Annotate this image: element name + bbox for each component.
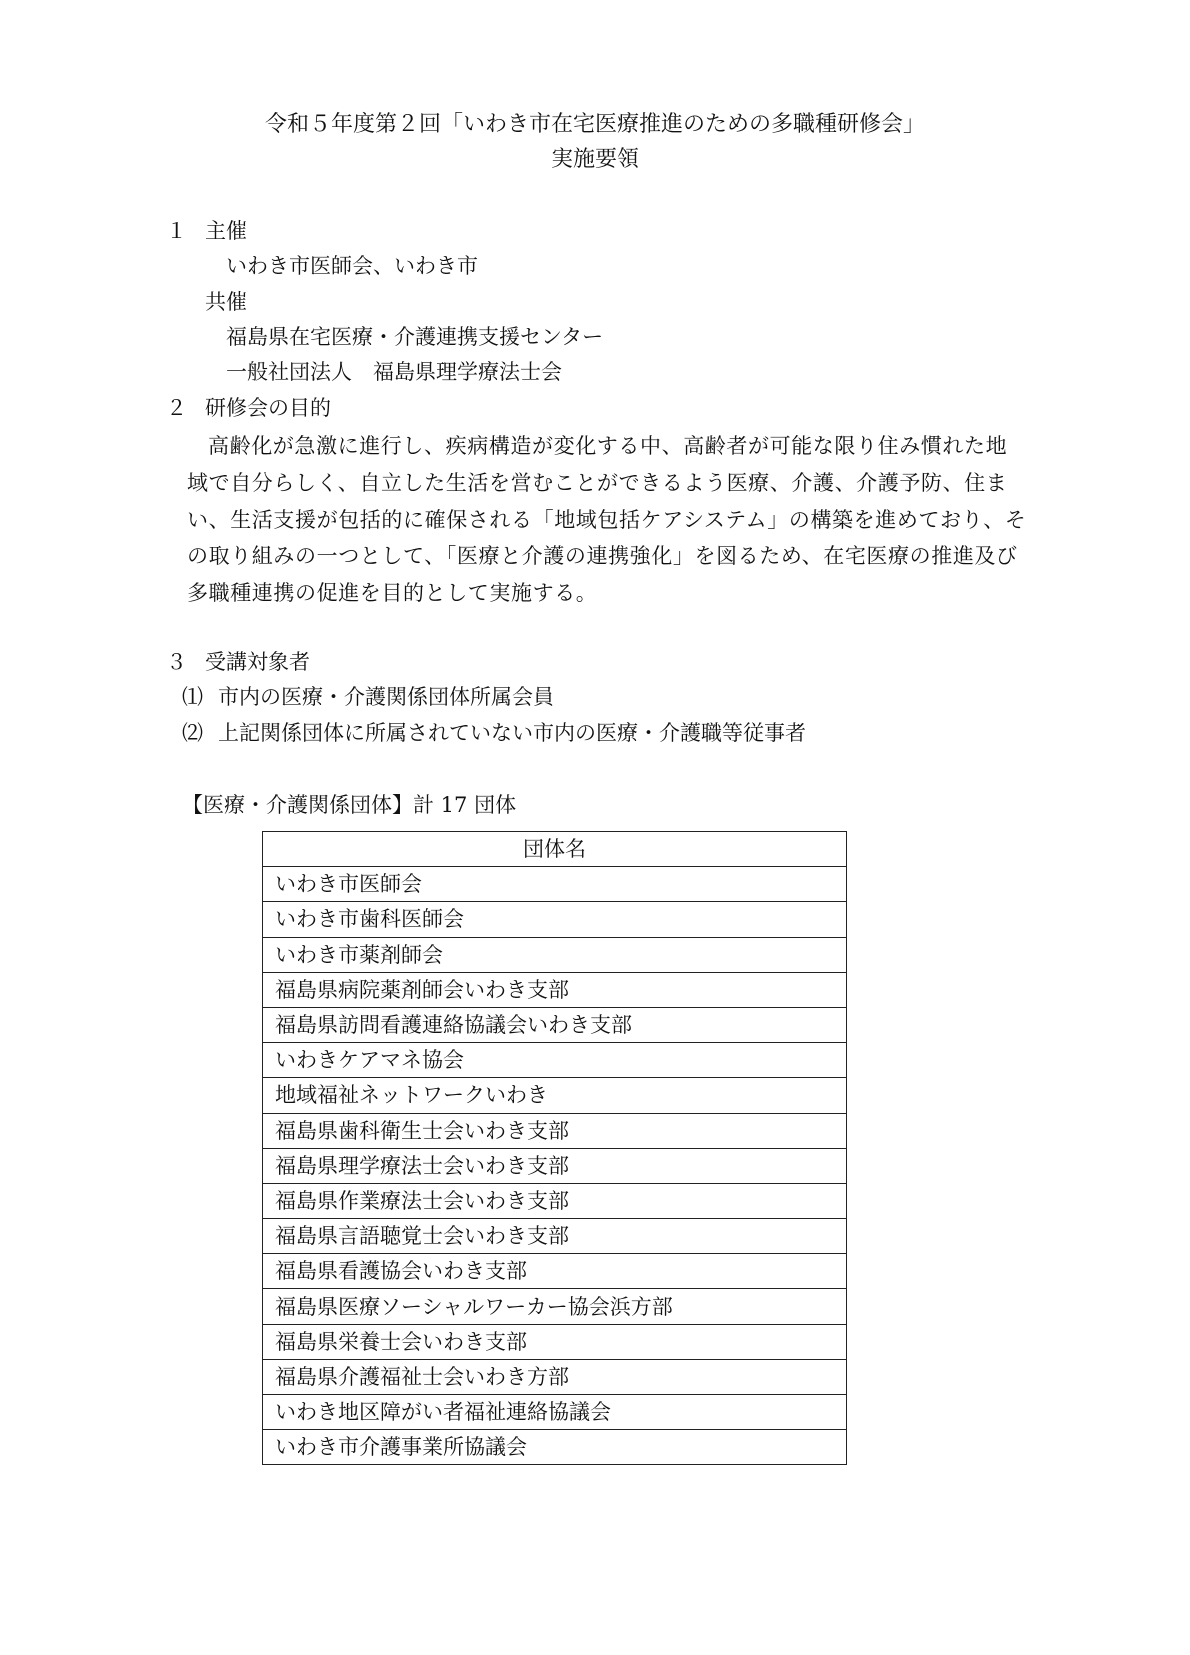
target-item-1: 市内の医療・介護関係団体所属会員 <box>218 685 554 709</box>
table-row <box>263 1078 847 1113</box>
co-organizer-heading: 共催 <box>205 290 247 314</box>
section1-heading: 主催 <box>205 219 247 243</box>
document-subtitle: 実施要領 <box>550 147 639 172</box>
target-item-1-marker: ⑴ <box>182 685 203 709</box>
group-name-cell: 福島県訪問看護連絡協議会いわき支部 <box>263 1007 847 1042</box>
target-item-2: 上記関係団体に所属されていない市内の医療・介護職等従事者 <box>218 721 806 745</box>
group-name-cell: 地域福祉ネットワークいわき <box>263 1078 847 1113</box>
table-row <box>263 937 847 972</box>
table-row <box>263 902 847 937</box>
group-name-cell: いわき市介護事業所協議会 <box>263 1430 847 1465</box>
group-name-cell: 福島県栄養士会いわき支部 <box>263 1324 847 1359</box>
group-name-cell: 福島県言語聴覚士会いわき支部 <box>263 1219 847 1254</box>
group-name-cell: 福島県看護協会いわき支部 <box>263 1254 847 1289</box>
group-name-cell: いわき市歯科医師会 <box>263 902 847 937</box>
section2-number: ２ <box>166 396 187 420</box>
table-row <box>263 1183 847 1218</box>
group-name-cell: 福島県病院薬剤師会いわき支部 <box>263 972 847 1007</box>
table-row <box>263 1430 847 1465</box>
table-row <box>263 1289 847 1324</box>
group-name-cell: いわき市薬剤師会 <box>263 937 847 972</box>
table-row <box>263 1113 847 1148</box>
table-row <box>263 1219 847 1254</box>
target-item-2-marker: ⑵ <box>182 721 203 745</box>
table-row <box>263 1359 847 1394</box>
table-row <box>263 1043 847 1078</box>
groups-table <box>262 831 847 1465</box>
section1-number: １ <box>166 219 187 243</box>
section3-heading: 受講対象者 <box>205 650 310 674</box>
table-row <box>263 1324 847 1359</box>
column-header-group-name: 団体名 <box>263 832 847 867</box>
table-row <box>263 972 847 1007</box>
table-row <box>263 1254 847 1289</box>
group-name-cell: 福島県介護福祉士会いわき方部 <box>263 1359 847 1394</box>
table-row <box>263 1395 847 1430</box>
section3-number: ３ <box>166 650 187 674</box>
purpose-paragraph: 高齢化が急激に進行し、疾病構造が変化する中、高齢者が可能な限り住み慣れた地域で自分らしく、自立した生活を営むことができるよう医療、介護、介護予防、住まい、生活支援が包括的に確保される「地域包括ケアシステム」の構築を進めており、その取り組みの一つとして、「医療と介護の連携強化」を図るため、在宅医療の推進及び多職種連携の促進を目的として実施する。 <box>187 434 1027 606</box>
organizers: いわき市医師会、いわき市 <box>226 254 478 278</box>
group-name-cell: 福島県歯科衛生士会いわき支部 <box>263 1113 847 1148</box>
table-row <box>263 1148 847 1183</box>
group-name-cell: いわき市医師会 <box>263 867 847 902</box>
table-header-row <box>263 832 847 867</box>
group-name-cell: 福島県作業療法士会いわき支部 <box>263 1183 847 1218</box>
group-name-cell: 福島県理学療法士会いわき支部 <box>263 1148 847 1183</box>
section2-heading: 研修会の目的 <box>205 396 331 420</box>
group-name-cell: いわきケアマネ協会 <box>263 1043 847 1078</box>
co-organizer-1: 福島県在宅医療・介護連携支援センター <box>226 325 604 349</box>
table-row <box>263 867 847 902</box>
co-organizer-2: 一般社団法人 福島県理学療法士会 <box>226 360 562 384</box>
table-row <box>263 1007 847 1042</box>
document-title: 令和５年度第２回「いわき市在宅医療推進のための多職種研修会」 <box>264 112 925 137</box>
group-name-cell: いわき地区障がい者福祉連絡協議会 <box>263 1395 847 1430</box>
groups-caption: 【医療・介護関係団体】計 17 団体 <box>182 793 517 817</box>
group-name-cell: 福島県医療ソーシャルワーカー協会浜方部 <box>263 1289 847 1324</box>
